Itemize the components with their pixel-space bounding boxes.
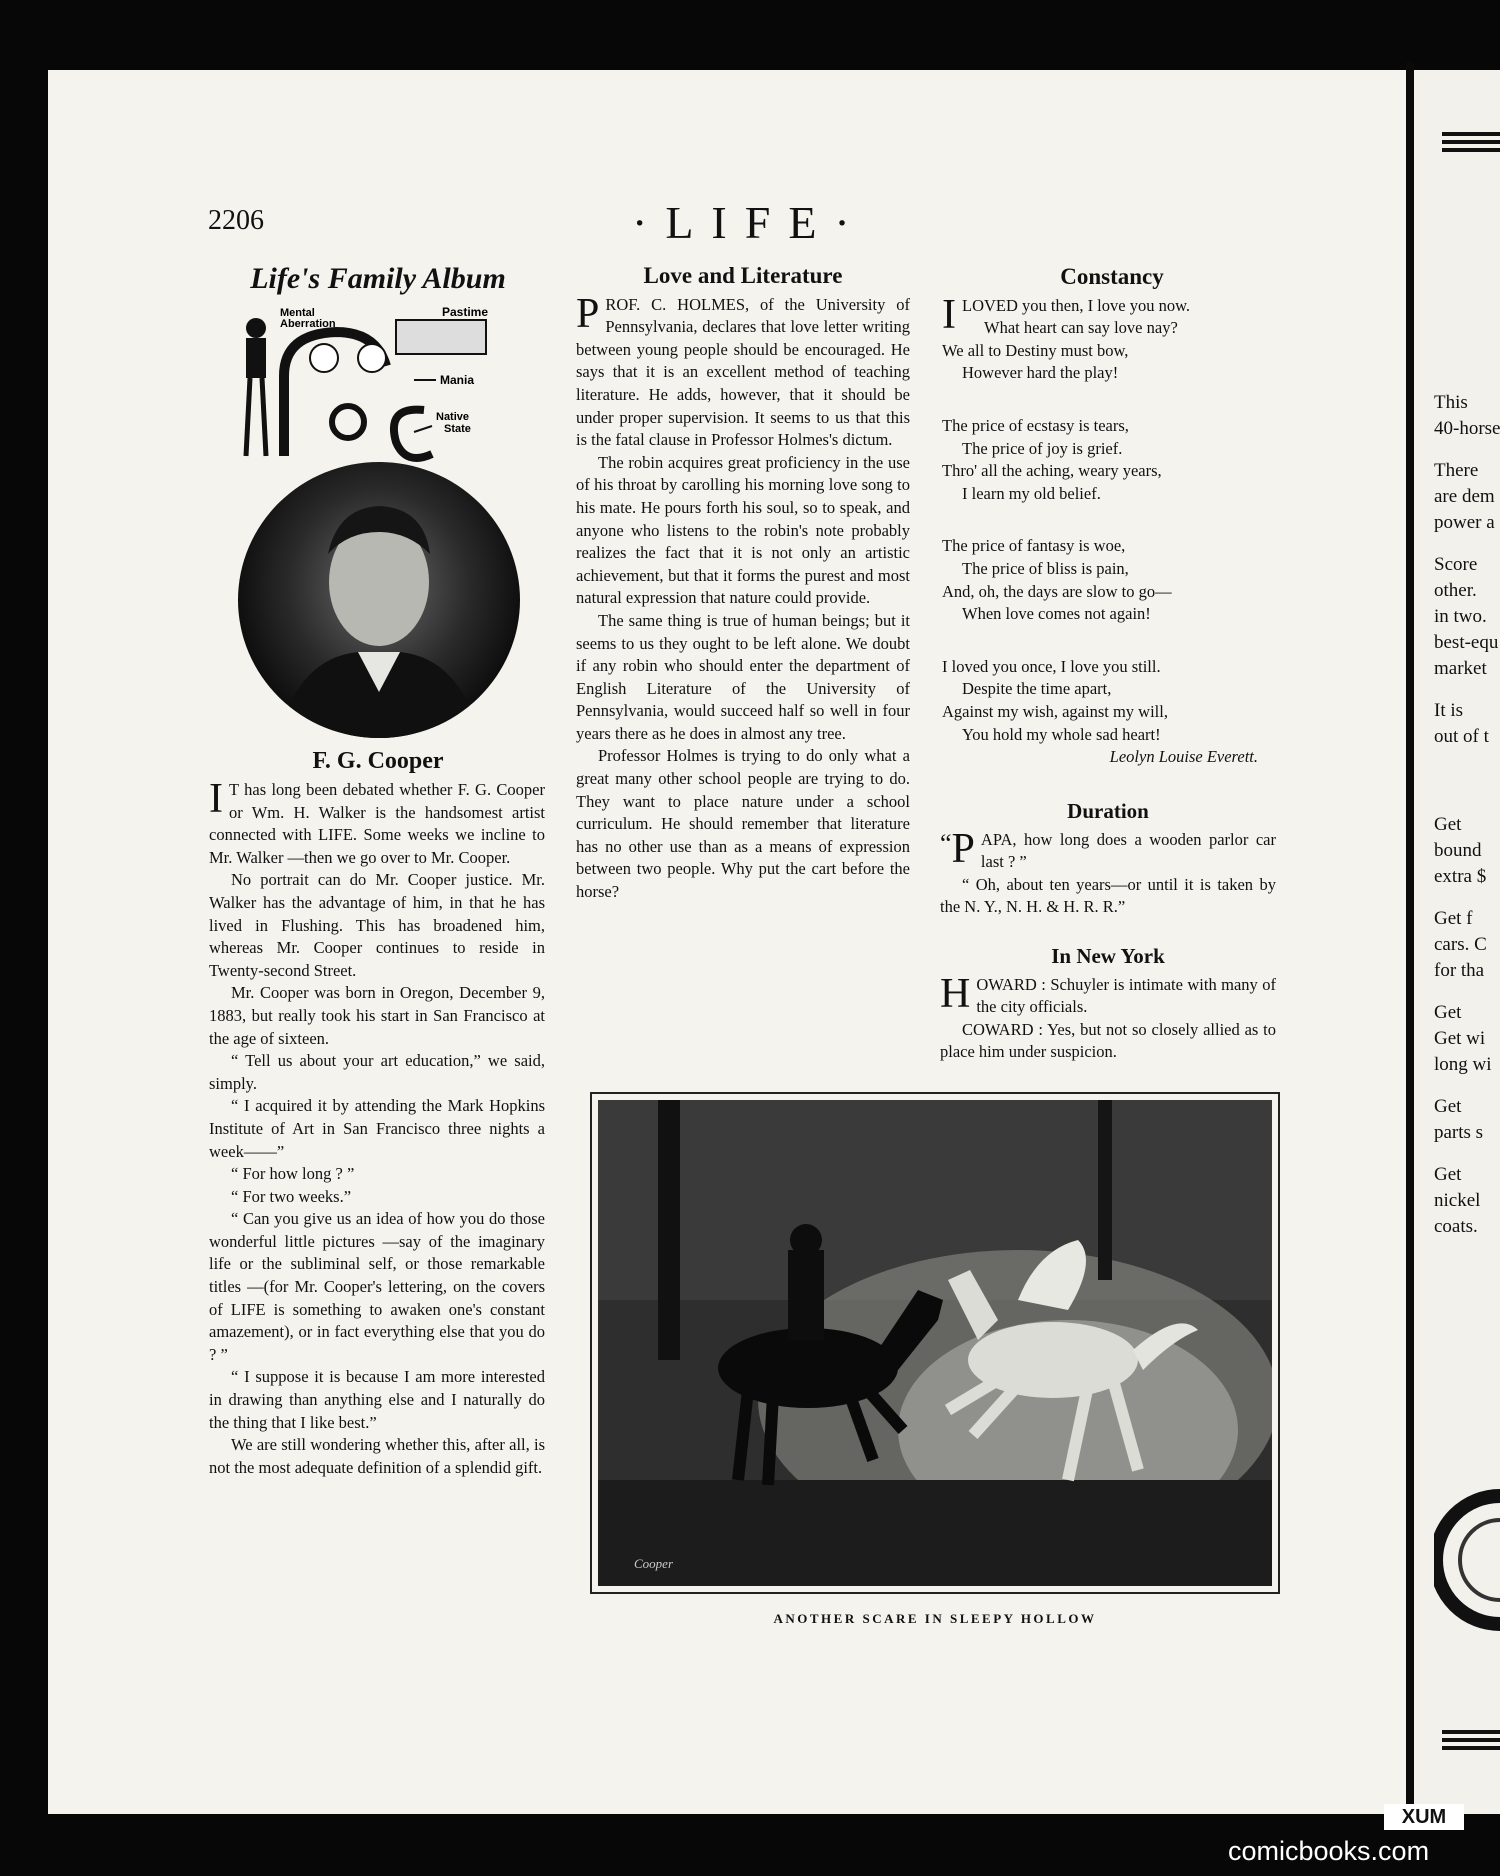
- paragraph: “ Can you give us an idea of how you do those wonderful little pictures —say of the imaginary life or the subliminal self, or those remarkable titles —(for Mr. Cooper's lettering, on the covers of LIFE is something to awaken one's constant amazement), or in fact everything else that you do ? ”: [209, 1209, 545, 1364]
- masthead: ·LIFE·: [632, 197, 868, 248]
- poem-line: I loved you once, I love you still.: [942, 656, 1161, 676]
- right-page-line: bound: [1434, 840, 1482, 861]
- love-literature-article: [576, 265, 910, 904]
- right-page-line: coats.: [1434, 1216, 1478, 1237]
- paragraph: OWARD : Schuyler is intimate with many of the city officials.: [976, 974, 1276, 1017]
- paragraph: ROF. C. HOLMES, of the University of Pennsylvania, declares that love letter writing between young people should be encouraged. He says that it is an excellent method of teaching literature. He adds, however, that it should be under proper supervision. It seems to us that this is the fatal clause in Professor Holmes's dictum.: [576, 294, 910, 450]
- poem-line: The price of fantasy is woe,: [942, 536, 1126, 556]
- right-page-line: market: [1434, 658, 1487, 679]
- right-page-line: in two.: [1434, 606, 1487, 627]
- poem-line: Thro' all the aching, weary years,: [942, 461, 1162, 481]
- right-page-line: nickel: [1434, 1190, 1481, 1211]
- cartoon-label-mania: Mania: [440, 373, 475, 387]
- album-title: Life's Family Album: [250, 262, 506, 295]
- article-heading: F. G. Cooper: [312, 748, 444, 774]
- drop-cap: P: [951, 825, 975, 872]
- right-page-line: power a: [1434, 512, 1495, 533]
- drop-cap: I: [209, 776, 223, 822]
- cartoon-label-aberration: Aberration: [280, 318, 336, 330]
- paragraph: “ For two weeks.”: [231, 1186, 352, 1206]
- paragraph: “ Oh, about ten years—or until it is taken by the N. Y., N. H. & H. R. R.”: [940, 874, 1276, 917]
- open-quote: “: [940, 828, 952, 858]
- right-page-line: Get wi: [1434, 1028, 1486, 1049]
- paragraph: “ Tell us about your art education,” we said, simply.: [209, 1051, 545, 1093]
- right-page-line: are dem: [1434, 486, 1495, 507]
- paragraph: “ For how long ? ”: [231, 1164, 355, 1184]
- rule-line: [1442, 132, 1500, 136]
- poem-line: The price of ecstasy is tears,: [942, 415, 1129, 435]
- right-page-line: Score: [1434, 554, 1478, 575]
- site-watermark: comicbooks.com: [1228, 1836, 1430, 1866]
- poem-line: What heart can say love nay?: [984, 318, 1178, 338]
- right-page-line: It is: [1434, 700, 1464, 721]
- cartoon-label-state: State: [444, 423, 471, 435]
- poem-line: The price of bliss is pain,: [962, 558, 1129, 578]
- right-page-line: cars. C: [1434, 934, 1487, 955]
- poem-line: LOVED you then, I love you now.: [962, 295, 1191, 315]
- poem-line: I learn my old belief.: [962, 483, 1101, 503]
- right-page-line: This: [1434, 392, 1468, 413]
- right-page-line: Get: [1434, 814, 1462, 835]
- right-page-line: best-equ: [1434, 632, 1499, 653]
- rule-line: [1442, 140, 1500, 144]
- poem-author: Leolyn Louise Everett.: [1109, 747, 1258, 767]
- right-page-line: Get: [1434, 1002, 1462, 1023]
- new-york-article: [940, 945, 1276, 1064]
- duration-article: [940, 800, 1276, 919]
- right-page-line: long wi: [1434, 1054, 1492, 1075]
- right-page-line: Get: [1434, 1164, 1462, 1185]
- artist-signature: Cooper: [634, 1556, 673, 1571]
- poem-line: However hard the play!: [962, 363, 1119, 383]
- cartoon-label-mental: Mental: [280, 307, 315, 319]
- drop-cap: I: [942, 291, 956, 338]
- paragraph: “ I acquired it by attending the Mark Hopkins Institute of Art in San Francisco three nights a week——”: [209, 1096, 545, 1161]
- article-heading: Duration: [1067, 799, 1149, 823]
- poem-line: We all to Destiny must bow,: [942, 340, 1129, 360]
- illustration-caption: ANOTHER SCARE IN SLEEPY HOLLOW: [773, 1611, 1097, 1626]
- paragraph: “ I suppose it is because I am more interested in drawing than anything else and I naturally do the thing that I like best.”: [209, 1367, 545, 1432]
- poem-line: When love comes not again!: [962, 604, 1151, 624]
- paragraph: We are still wondering whether this, after all, is not the most adequate definition of a splendid gift.: [209, 1435, 545, 1477]
- right-page-line: Get: [1434, 1096, 1462, 1117]
- right-facing-page: [1414, 70, 1500, 1814]
- article-heading: In New York: [1051, 944, 1165, 968]
- rule-line: [1442, 1746, 1500, 1750]
- right-page-line: parts s: [1434, 1122, 1484, 1143]
- page-gutter: [1406, 62, 1414, 1822]
- paragraph: APA, how long does a wooden parlor car last ? ”: [980, 829, 1276, 872]
- right-page-line: There: [1434, 460, 1479, 481]
- right-page-line: other.: [1434, 580, 1477, 601]
- right-page-line: 40-horse: [1434, 418, 1500, 439]
- drop-cap: H: [940, 970, 971, 1017]
- paragraph: T has long been debated whether F. G. Cooper or Wm. H. Walker is the handsomest artist connected with LIFE. Some weeks we incline to Mr. Walker —then we go over to Mr. Cooper.: [209, 780, 545, 867]
- poem-line: Despite the time apart,: [962, 679, 1112, 699]
- poem-line: The price of joy is grief.: [962, 438, 1123, 458]
- right-page-line: extra $: [1434, 866, 1487, 887]
- poem-heading: Constancy: [1060, 264, 1164, 289]
- rule-line: [1442, 1730, 1500, 1734]
- poem-line: And, oh, the days are slow to go—: [942, 581, 1172, 601]
- right-page-line: Get f: [1434, 908, 1473, 929]
- paragraph: The same thing is true of human beings; but it seems to us they ought to be left alone. We doubt if any robin who should enter the department of English Literature of the University of Pennsylvania, would succeed half so well in four years there as he does in almost any tree.: [576, 610, 910, 743]
- portrait-photo: [238, 462, 520, 738]
- sleepy-hollow-illustration: [590, 1092, 1280, 1594]
- cartoon-label-native: Native: [436, 411, 470, 423]
- poem-line: Against my wish, against my will,: [942, 701, 1168, 721]
- cartoon-illustration: [236, 306, 526, 464]
- poem-line: You hold my whole sad heart!: [962, 724, 1161, 744]
- right-page-line: for tha: [1434, 960, 1485, 981]
- cooper-article-body: [209, 776, 545, 1479]
- article-heading: Love and Literature: [643, 263, 843, 288]
- paragraph: COWARD : Yes, but not so closely allied as to place him under suspicion.: [940, 1019, 1276, 1062]
- drop-cap: P: [576, 290, 600, 337]
- paragraph: The robin acquires great proficiency in the use of his throat by carolling his morning love song to his mate. He pours forth his soul, so to speak, and anyone who listens to the robin's note probably realizes the fact that it is not only an artistic achievement, but that it forms the purest and most natural expression that nature could provide.: [576, 452, 910, 608]
- paragraph: No portrait can do Mr. Cooper justice. Mr. Walker has the advantage of him, in that he has lived in Flushing. This has broadened him, whereas Mr. Cooper continues to reside in Twenty-second Street.: [209, 870, 545, 980]
- paragraph: Professor Holmes is trying to do only what a great many other school people are trying to do. They want to place nature under a school curriculum. He should remember that literature has no other use than as a means of expression between two people. Why put the cart before the horse?: [576, 746, 910, 902]
- paragraph: Mr. Cooper was born in Oregon, December 9, 1883, but really took his start in San Francisco at the age of sixteen.: [209, 983, 545, 1048]
- rule-line: [1442, 1738, 1500, 1742]
- right-page-line: out of t: [1434, 726, 1489, 747]
- rule-line: [1442, 148, 1500, 152]
- scan-stamp: XUM: [1384, 1804, 1464, 1830]
- car-wheel-ad-image: [1434, 1440, 1500, 1680]
- page-number: 2206: [208, 205, 264, 236]
- constancy-poem: [942, 266, 1282, 769]
- cartoon-label-pastime: Pastime: [442, 306, 489, 319]
